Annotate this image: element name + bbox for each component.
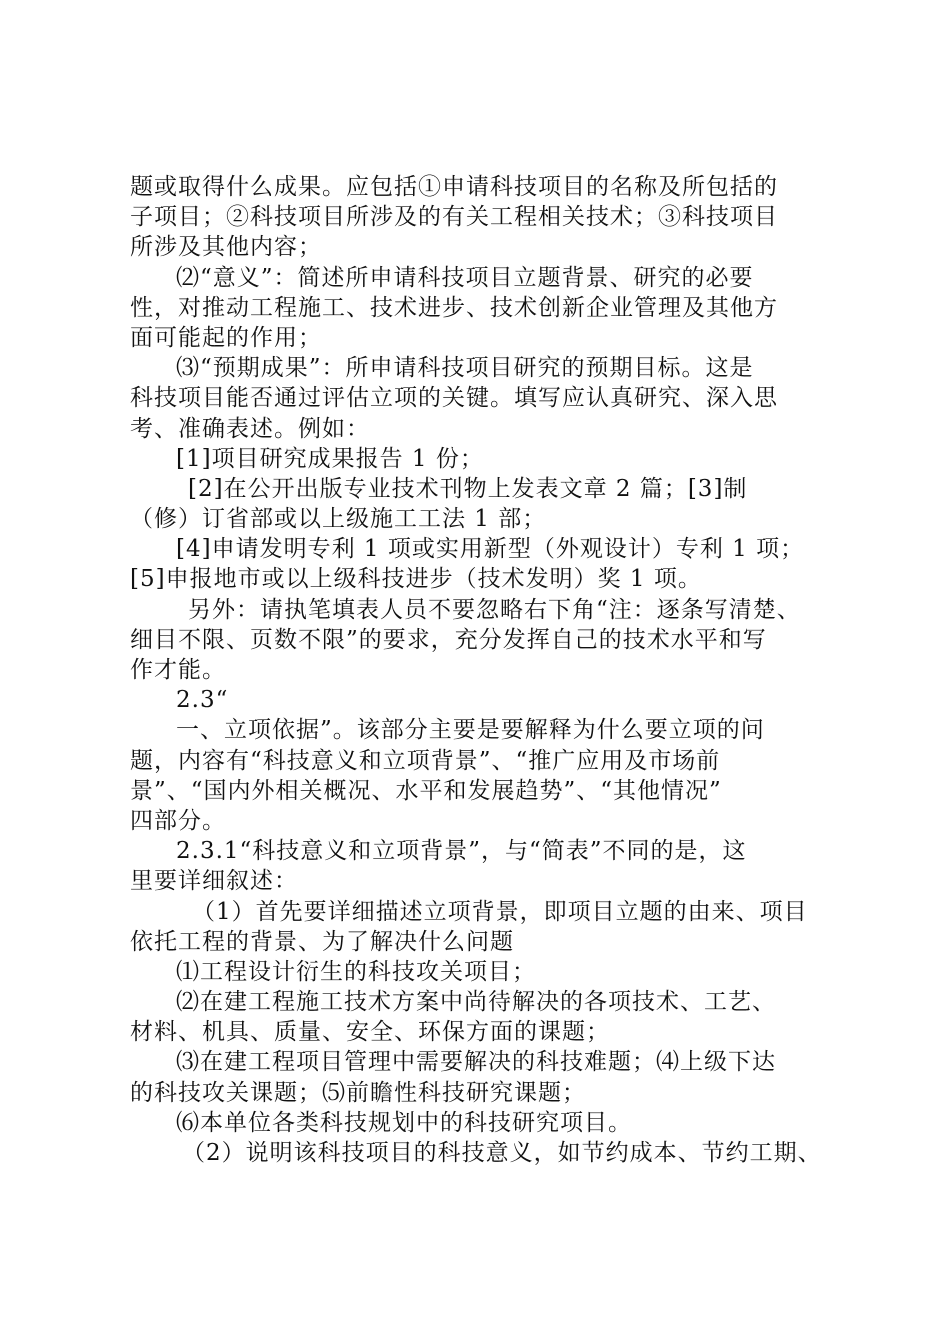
text-line: （修）订省部或以上级施工工法 1 部；	[130, 506, 547, 533]
text-line: 子项目；②科技项目所涉及的有关工程相关技术；③科技项目	[130, 204, 778, 231]
text-line: 材料、机具、质量、安全、环保方面的课题；	[130, 1019, 610, 1046]
text-line: 作才能。	[130, 657, 226, 683]
text-line: 依托工程的背景、为了解决什么问题	[130, 928, 514, 955]
text-line: 所涉及其他内容；	[130, 234, 322, 261]
text-line: 一、立项依据”。该部分主要是要解释为什么要立项的问	[176, 717, 765, 744]
text-line: 里要详细叙述：	[130, 868, 298, 895]
text-line: ⑶在建工程项目管理中需要解决的科技难题；⑷上级下达	[176, 1049, 776, 1076]
text-line: （2）说明该科技项目的科技意义，如节约成本、节约工期、	[182, 1140, 822, 1166]
text-line: [1]项目研究成果报告 1 份；	[176, 445, 484, 472]
text-line: ⑵在建工程施工技术方案中尚待解决的各项技术、工艺、	[176, 989, 776, 1016]
text-line: 性，对推动工程施工、技术进步、技术创新企业管理及其他方	[130, 294, 778, 321]
text-line: 考、准确表述。例如：	[130, 415, 370, 442]
text-line: [5]申报地市或以上级科技进步（技术发明）奖 1 项。	[130, 566, 702, 593]
text-line: 2.3“	[176, 687, 229, 714]
text-line: 景”、“国内外相关概况、水平和发展趋势”、“其他情况”	[130, 777, 722, 804]
text-line: 细目不限、页数不限”的要求，充分发挥自己的技术水平和写	[130, 626, 767, 653]
text-line: [4]申请发明专利 1 项或实用新型（外观设计）专利 1 项；	[176, 536, 805, 563]
text-line: 四部分。	[130, 807, 226, 834]
text-line: ⑵“意义”：简述所申请科技项目立题背景、研究的必要	[176, 264, 754, 291]
document-body	[130, 172, 835, 1168]
text-line: ⑹本单位各类科技规划中的科技研究项目。	[176, 1109, 632, 1136]
text-line: ⑴工程设计衍生的科技攻关项目；	[176, 958, 536, 985]
text-line: [2]在公开出版专业技术刊物上发表文章 2 篇；[3]制	[188, 475, 748, 502]
text-line: 题，内容有“科技意义和立项背景”、“推广应用及市场前	[130, 747, 721, 774]
text-line: 面可能起的作用；	[130, 324, 322, 351]
text-line: ⑶“预期成果”：所申请科技项目研究的预期目标。这是	[176, 355, 754, 382]
text-line: 科技项目能否通过评估立项的关键。填写应认真研究、深入思	[130, 385, 778, 412]
text-line: 题或取得什么成果。应包括①申请科技项目的名称及所包括的	[130, 174, 778, 200]
text-line: 另外：请执笔填表人员不要忽略右下角“注：逐条写清楚、	[188, 596, 801, 623]
text-line: 的科技攻关课题；⑸前瞻性科技研究课题；	[130, 1079, 586, 1106]
text-line: 2.3.1“科技意义和立项背景”，与“简表”不同的是，这	[176, 838, 747, 865]
text-line: （1）首先要详细描述立项背景，即项目立题的由来、项目	[192, 898, 808, 925]
